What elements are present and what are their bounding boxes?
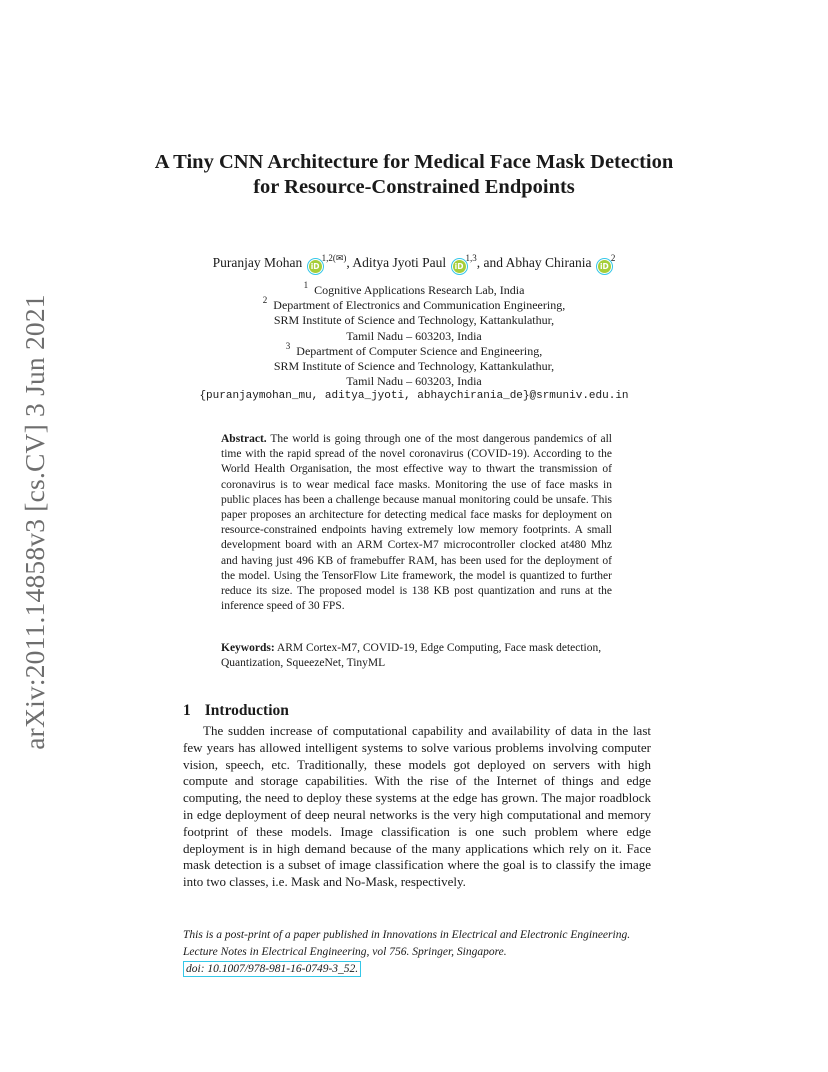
abstract-text: The world is going through one of the most dangerous pandemics of all time with the rapid spread of the novel coronavirus (COVID-19). According to the World Health Organisation, the most effective way to thwart the transmission of coronavirus is to wear medical face masks. Monitoring the use of face masks in public places has been a challenge because manual monitoring could be unsafe. This paper proposes an architecture for detecting medical face masks for deployment on resource-constrained endpoints having extremely low memory footprints. A small development board with an ARM Cortex-M7 microcontroller clocked at480 Mhz and having just 496 KB of framebuffer RAM, has been used for the deployment of the model. Using the TensorFlow Lite framework, the model is quantized to further reduce its size. The proposed model is 138 KB post quantization and runs at the inference speed of 30 FPS.	[221, 433, 613, 613]
affiliation-line: SRM Institute of Science and Technology, Kattankulathur,	[273, 313, 555, 328]
paragraph: The sudden increase of computational capability and availability of data in the last few years has allowed intelligent systems to solve various problems involving computer vision, speech, etc. Traditionally, these models got deployed on servers with high compute and storage capabilities. With the rise of the Internet of things and edge computing, the need to deploy these systems at the edge has grown. The major roadblock in edge deployment of deep neural networks is the very high computational and memory footprint of these models. Image classification is one such problem where edge deployment is in high demand because of the many applications which rely on it. Face mask detection is a subset of image classification where the goal is to classify the image into two classes, i.e. Mask and No-Mask, respectively.	[183, 723, 651, 890]
affiliation-line	[150, 340, 678, 359]
author-superscript: 1,3	[465, 253, 477, 263]
author-name: Puranjay Mohan	[212, 255, 303, 270]
postprint-text: This is a post-print of a paper published in Innovations in Electrical and Electronic Engineering. Lecture Notes in Electrical Engineering, vol 756. Springer, Singapore.	[183, 929, 631, 958]
arxiv-identifier: arXiv:2011.14858v3 [cs.CV] 3 Jun 2021	[19, 294, 50, 750]
introduction-body	[183, 723, 651, 891]
keywords-label: Keywords:	[221, 642, 275, 654]
affiliation-line: Tamil Nadu – 603203, India	[346, 328, 482, 343]
affiliation-text: Cognitive Applications Research Lab, India	[314, 283, 525, 297]
paper-title: A Tiny CNN Architecture for Medical Face Mask Detection for Resource-Constrained Endpoints	[154, 151, 674, 198]
keywords-text: ARM Cortex-M7, COVID-19, Edge Computing, Face mask detection, Quantization, SqueezeNet, TinyML	[221, 642, 602, 670]
author-separator: , and	[476, 255, 506, 270]
affiliation-number: 1	[303, 280, 309, 290]
orcid-icon[interactable]: iD	[453, 260, 466, 273]
abstract	[221, 432, 612, 614]
affiliations	[150, 280, 678, 405]
affiliation-number: 2	[262, 295, 268, 306]
abstract-label: Abstract.	[221, 433, 267, 445]
author-name: Abhay Chirania	[505, 255, 592, 270]
affiliation-line: Tamil Nadu – 603203, India	[346, 374, 482, 389]
author-superscript: 1,2(✉)	[321, 253, 347, 263]
affiliation-line: SRM Institute of Science and Technology, Kattankulathur,	[273, 359, 555, 374]
affiliation-text: Department of Electronics and Communication Engineering,	[273, 298, 566, 313]
arxiv-side-stamp	[10, 296, 60, 748]
orcid-icon[interactable]: iD	[598, 260, 611, 273]
affiliation-number: 3	[285, 340, 291, 351]
section-heading	[183, 702, 289, 720]
postprint-note	[183, 927, 653, 978]
author-separator: ,	[346, 255, 353, 270]
doi-link[interactable]: doi: 10.1007/978-981-16-0749-3_52.	[183, 961, 361, 977]
author-line	[150, 254, 678, 273]
author-name: Aditya Jyoti Paul	[352, 255, 447, 270]
section-number: 1	[183, 702, 191, 719]
orcid-icon[interactable]: iD	[309, 260, 322, 273]
affiliation-line	[150, 280, 678, 298]
affiliation-text: Department of Computer Science and Engineering,	[296, 343, 543, 358]
email-addresses: {puranjaymohan_mu, aditya_jyoti, abhaychirania_de}@srmuniv.edu.in	[199, 390, 629, 403]
section-title: Introduction	[204, 702, 289, 719]
author-superscript: 2	[610, 253, 616, 263]
affiliation-line	[150, 295, 678, 313]
keywords	[221, 641, 612, 671]
